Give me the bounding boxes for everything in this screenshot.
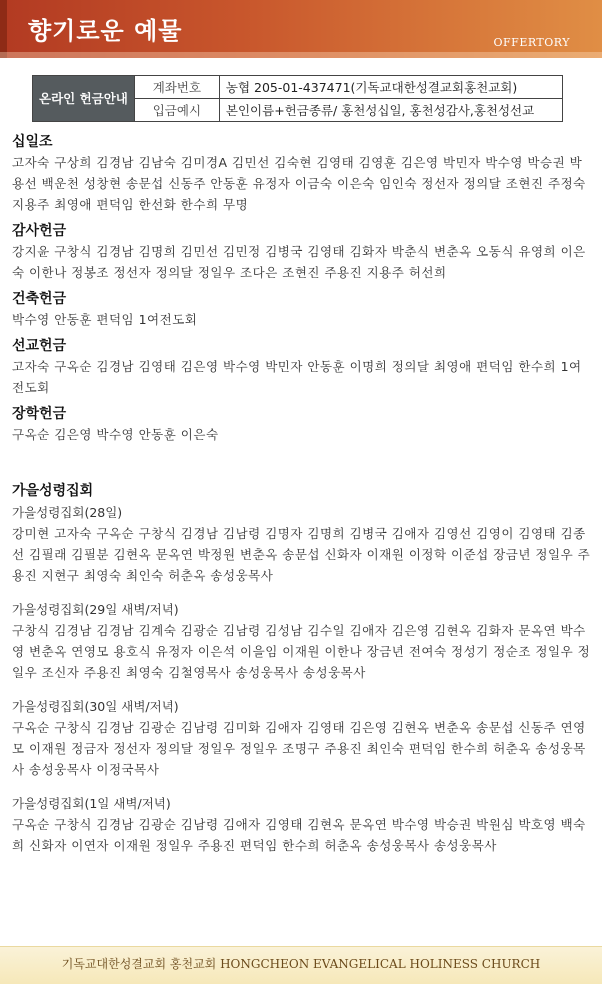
header-stripe (0, 52, 602, 58)
section-title: 장학헌금 (12, 406, 67, 422)
donor-names: 고자숙 구상희 김경남 김남숙 김미경A 김민선 김숙현 김영태 김영훈 김은영 박민자 박수영 박승권 박용선 백운천 성창현 송문섭 신동주 안동훈 유정자 이금숙 이은숙 임인숙 정선자 정의달 조현진 주정숙 지용주 최영애 편덕임 한선화 한수희 무명 (12, 155, 586, 212)
section-title: 선교헌금 (12, 338, 67, 354)
page-subtitle: OFFERTORY (493, 36, 570, 49)
section-title: 십일조 (12, 134, 53, 150)
attendee-names: 강미현 고자숙 구옥순 구창식 김경남 김남령 김명자 김명희 김병국 김애자 김영선 김영이 김영태 김종선 김필래 김필분 김현옥 문옥연 박정원 변춘옥 송문섭 신화자 이재원 이정학 이준섭 장금년 정일우 주용진 지현구 최영숙 최인숙 허춘옥 송성웅목사 (12, 526, 591, 583)
donor-names: 박수영 안동훈 편덕임 1여전도회 (12, 312, 198, 327)
tithe-section (12, 132, 592, 215)
meeting-label: 가을성령집회(29일 새벽/저녁) (12, 602, 179, 617)
revival-meeting (12, 794, 592, 856)
revival-meeting (12, 600, 592, 683)
meeting-label: 가을성령집회(30일 새벽/저녁) (12, 699, 179, 714)
building-section (12, 289, 592, 330)
revival-meeting (12, 503, 592, 586)
online-offering-label: 온라인 헌금안내 (33, 76, 135, 122)
deposit-example-value: 본인이름+헌금종류/ 홍천성십일, 홍천성감사,홍천성선교 (219, 99, 562, 122)
donor-names: 강지윤 구창식 김경남 김명희 김민선 김민정 김병국 김영태 김화자 박춘식 변춘옥 오동식 유영희 이은숙 이한나 정봉조 정선자 정의달 정일우 조다은 조현진 주용진 지용주 허선희 (12, 244, 586, 280)
offering-content (12, 126, 592, 856)
thanksgiving-section (12, 221, 592, 283)
meeting-label: 가을성령집회(28일) (12, 505, 123, 520)
church-name: 기독교대한성결교회 홍천교회 HONGCHEON EVANGELICAL HOLINESS CHURCH (61, 957, 541, 971)
account-number-value: 농협 205-01-437471(기독교대한성결교회홍천교회) (219, 76, 562, 99)
deposit-example-key: 입금예시 (134, 99, 219, 122)
revival-meeting (12, 697, 592, 780)
church-footer (0, 946, 602, 984)
mission-section (12, 336, 592, 398)
page-title: 향기로운 예물 (28, 17, 183, 45)
attendee-names: 구옥순 구창식 김경남 김광순 김남령 김애자 김영태 김현옥 문옥연 박수영 박승권 박원심 박호영 백숙희 신화자 이연자 이재원 정일우 주용진 편덕임 한수희 허춘옥 송성웅목사 송성웅목사 (12, 817, 586, 853)
attendee-names: 구창식 김경남 김경남 김계숙 김광순 김남령 김성남 김수일 김애자 김은영 김현옥 김화자 문옥연 박수영 변춘옥 연영모 용호식 유정자 이은석 이을임 이재원 이한나 장금년 전여숙 정성기 정순조 정일우 정일우 조신자 주용진 최영숙 김철영목사 송성웅목사 송성웅목사 (12, 623, 591, 680)
revival-section (12, 481, 592, 856)
donor-names: 고자숙 구옥순 김경남 김영태 김은영 박수영 박민자 안동훈 이명희 정의달 최영애 편덕임 한수희 1여전도회 (12, 359, 582, 395)
attendee-names: 구옥순 구창식 김경남 김광순 김남령 김미화 김애자 김영태 김은영 김현옥 변춘옥 송문섭 신동주 연영모 이재원 정금자 정선자 정의달 정일우 정일우 조명구 주용진 최인숙 편덕임 한수희 허춘옥 송성웅목사 송성웅목사 이정국목사 (12, 720, 586, 777)
account-number-key: 계좌번호 (134, 76, 219, 99)
scholarship-section (12, 404, 592, 445)
section-title: 감사헌금 (12, 223, 67, 239)
online-offering-info-table (32, 75, 563, 122)
section-title: 건축헌금 (12, 291, 67, 307)
header-accent-bar (0, 0, 7, 58)
donor-names: 구옥순 김은영 박수영 안동훈 이은숙 (12, 427, 219, 442)
revival-title: 가을성령집회 (12, 483, 94, 499)
meeting-label: 가을성령집회(1일 새벽/저녁) (12, 796, 171, 811)
header-banner (0, 0, 602, 58)
